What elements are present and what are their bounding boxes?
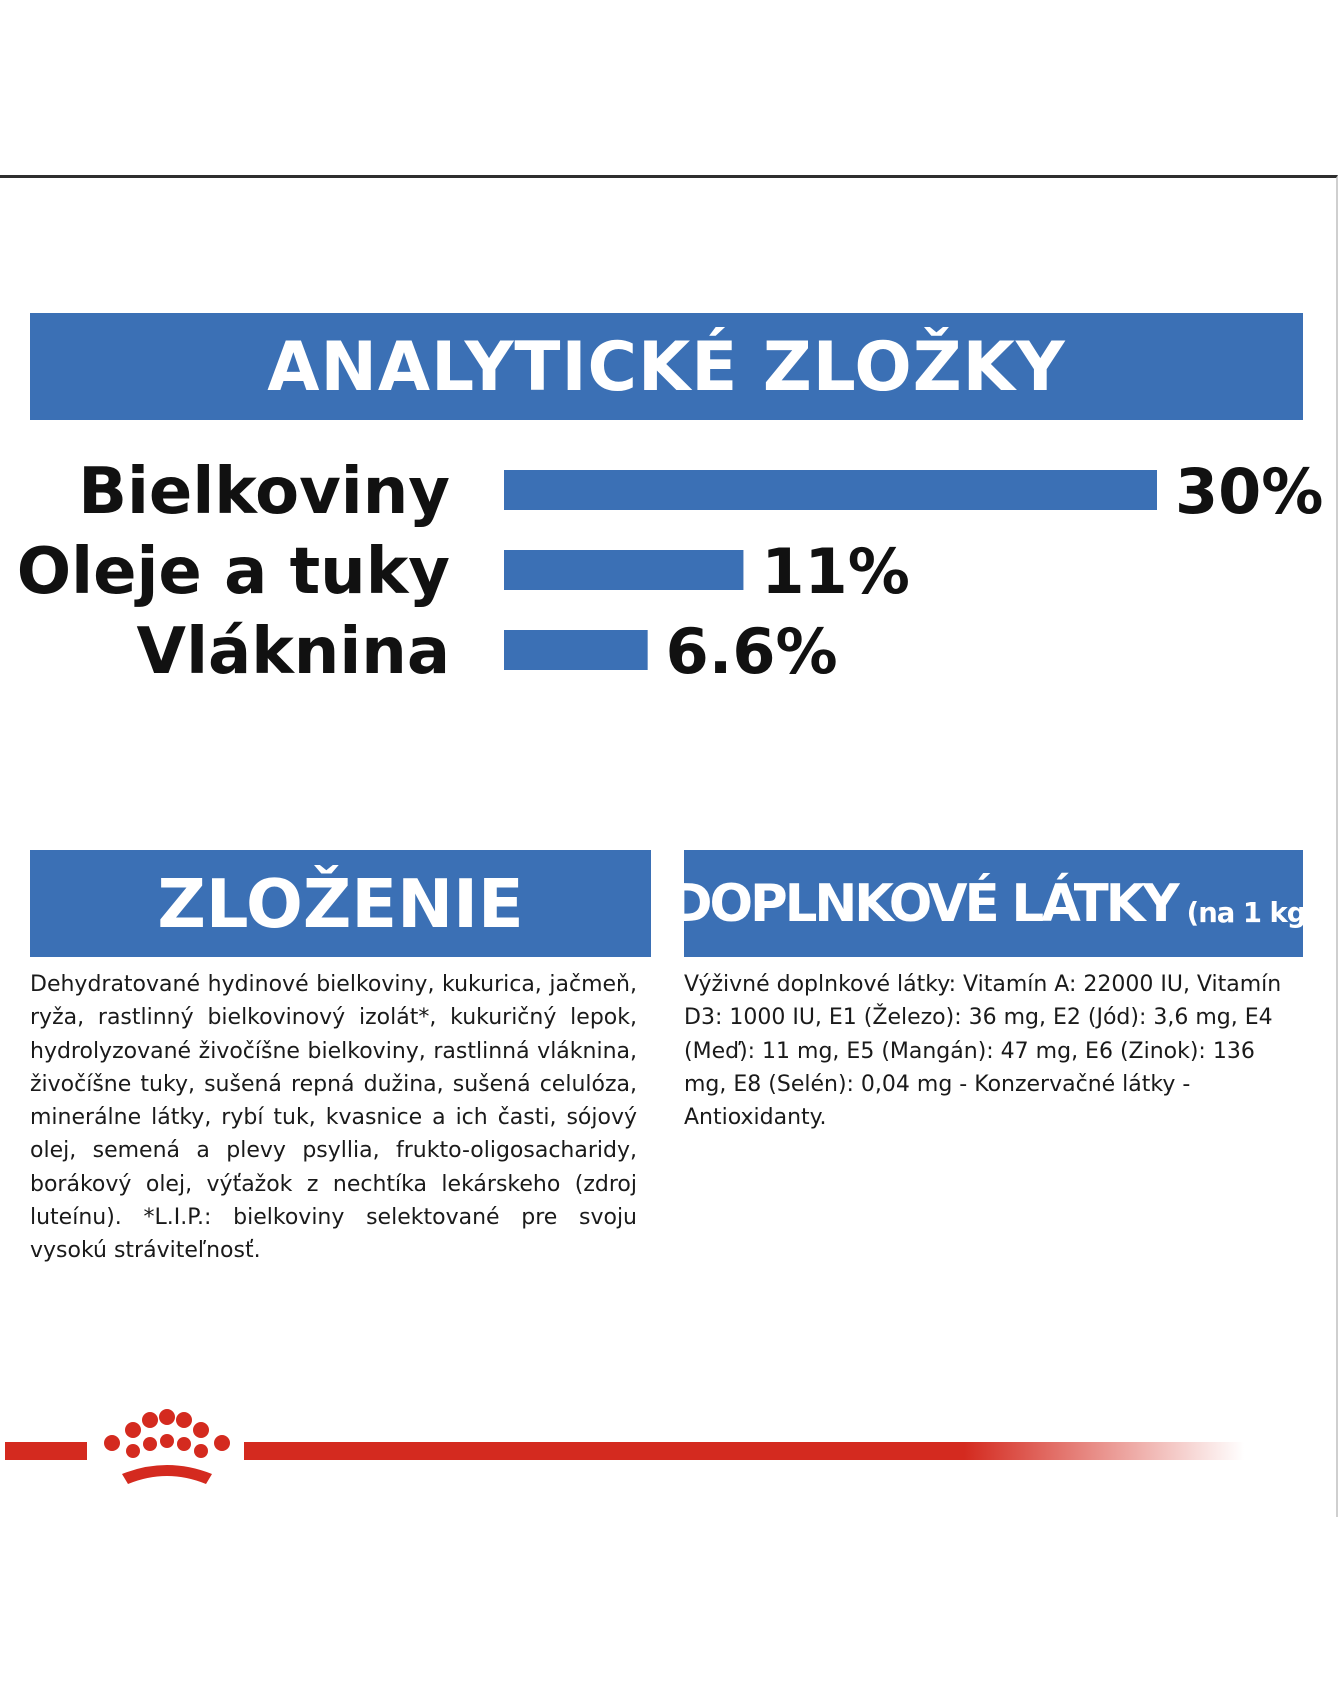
composition-title: ZLOŽENIE — [157, 864, 524, 943]
additives-text: Výživné doplnkové látky: Vitamín A: 22000 IU, Vitamín D3: 1000 IU, E1 (Železo): 36 mg, E2 (Jód): 3,6 mg, E4 (Meď): 11 mg, E5 (Mangán): 47 mg, E6 (Zinok): 136 mg, E8 (Selén): 0,04 mg - Konzervačné látky - Antioxidanty. — [684, 972, 1282, 1131]
footer-stripe-left — [5, 1442, 87, 1460]
footer-stripe-right — [244, 1442, 1244, 1460]
additives-title: DOPLNKOVÉ LÁTKY — [670, 873, 1177, 934]
bar-value-label: 11% — [761, 535, 910, 608]
bar-value-label: 30% — [1175, 455, 1324, 528]
bar-chart-svg — [0, 448, 1338, 698]
bar-category-label: Oleje a tuky — [16, 535, 450, 609]
additives-subtitle: (na 1 kg) — [1186, 898, 1318, 929]
royal-crown-icon — [104, 1409, 230, 1484]
composition-banner — [30, 850, 651, 957]
composition-text: Dehydratované hydinové bielkoviny, kukurica, jačmeň, ryža, rastlinný bielkovinový izolát*, kukuričný lepok, hydrolyzované živočíšne bielkoviny, rastlinná vláknina, živočíšne tuky, sušená repná dužina, sušená celulóza, minerálne látky, rybí tuk, kvasnice a ich časti, sójový olej, semená a plevy psyllia, frukto-oligosacharidy, borákový olej, výťažok z nechtíka lekárskeho (zdroj luteínu). *L.I.P.: bielkoviny selektované pre svoju vysokú stráviteľnosť. — [30, 972, 637, 1264]
brand-footer — [0, 1396, 1338, 1496]
bar — [504, 550, 743, 590]
bar-category-label: Bielkoviny — [78, 455, 450, 529]
brand-footer-svg — [0, 1396, 1338, 1496]
analytic-components-banner — [30, 313, 1303, 420]
product-info-card — [0, 175, 1338, 1517]
analytic-components-title: ANALYTICKÉ ZLOŽKY — [267, 327, 1066, 406]
analytic-components-chart — [0, 448, 1338, 698]
additives-banner — [670, 850, 1318, 957]
bar-value-label: 6.6% — [665, 615, 838, 688]
bar — [504, 630, 648, 670]
bar — [504, 470, 1157, 510]
bar-category-label: Vláknina — [136, 615, 450, 689]
